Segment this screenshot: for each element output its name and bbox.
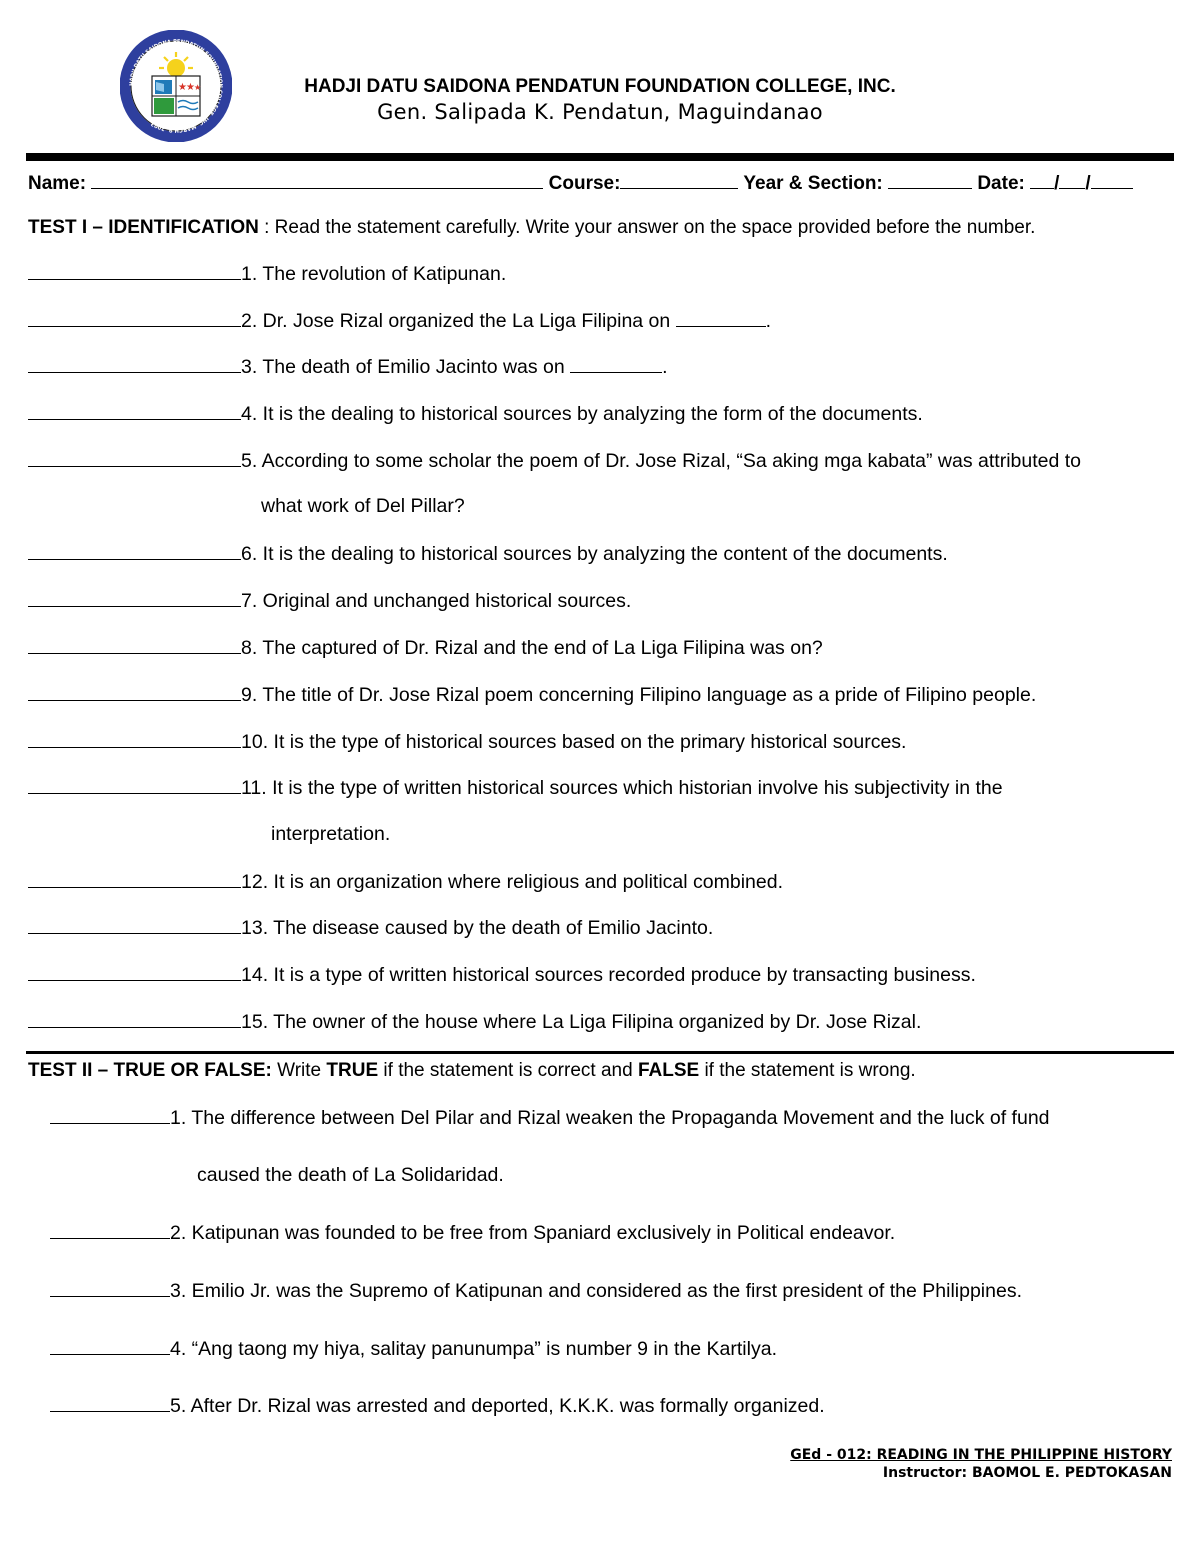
- test2-instruction: if the statement is correct and: [378, 1060, 638, 1081]
- item-number: 13.: [241, 917, 269, 939]
- answer-blank[interactable]: [28, 870, 241, 888]
- item-text: The death of Emilio Jacinto was on: [257, 356, 571, 378]
- year-section-label: Year & Section:: [743, 173, 883, 194]
- test1-header: [28, 217, 1035, 239]
- answer-blank[interactable]: [28, 916, 241, 934]
- test2-item: [50, 1106, 1050, 1130]
- answer-blank[interactable]: [50, 1106, 170, 1124]
- test1-item: [28, 870, 783, 894]
- item-text: “Ang taong my hiya, salitay panunumpa” is number 9 in the Kartilya.: [186, 1338, 777, 1360]
- answer-blank[interactable]: [28, 1010, 241, 1028]
- item-text: It is the dealing to historical sources by analyzing the form of the documents.: [257, 403, 923, 425]
- answer-blank[interactable]: [28, 449, 241, 467]
- test2-item: [50, 1221, 895, 1245]
- item-text: Katipunan was founded to be free from Spaniard exclusively in Political endeavor.: [186, 1222, 896, 1244]
- date-month-field[interactable]: [1030, 170, 1054, 189]
- year-section-field[interactable]: [888, 170, 972, 189]
- test2-title: TEST II – TRUE OR FALSE:: [28, 1060, 272, 1081]
- item-number: 1.: [170, 1107, 187, 1129]
- date-day-field[interactable]: [1059, 170, 1085, 189]
- answer-blank[interactable]: [28, 589, 241, 607]
- footer-course: [790, 1447, 1172, 1463]
- section-divider: [26, 1051, 1174, 1054]
- svg-text:★: ★: [178, 82, 187, 93]
- header-divider: [26, 153, 1174, 161]
- answer-blank[interactable]: [50, 1221, 170, 1239]
- test1-item: [28, 636, 823, 660]
- item-continuation: caused the death of La Solidaridad.: [197, 1164, 504, 1186]
- item-number: 11.: [241, 777, 267, 799]
- course-label: Course:: [548, 173, 621, 194]
- test1-item: [28, 402, 923, 426]
- test1-item: [28, 776, 1003, 800]
- answer-blank[interactable]: [28, 542, 241, 560]
- test1-item: [28, 542, 948, 566]
- item-text: According to some scholar the poem of Dr. Jose Rizal, “Sa aking mga kabata” was attributed to: [257, 450, 1082, 472]
- seal-ring-text: HADJI DATU SAIDONA PENDATUN FOUNDATION COLLEGE, INC. MARCH 9, 2003: [128, 38, 224, 134]
- test1-item: [28, 683, 1036, 707]
- answer-blank[interactable]: [28, 309, 241, 327]
- test1-item: [28, 355, 668, 379]
- item-text: It is the type of written historical sources which historian involve his subjectivity in the: [266, 777, 1003, 799]
- item-number: 6.: [241, 543, 258, 565]
- inline-blank[interactable]: [570, 355, 662, 373]
- item-number: 12.: [241, 871, 269, 893]
- item-number: 15.: [241, 1011, 269, 1033]
- item-text: The title of Dr. Jose Rizal poem concerning Filipino language as a pride of Filipino people.: [257, 684, 1037, 706]
- course-field[interactable]: [620, 170, 738, 189]
- answer-blank[interactable]: [50, 1394, 170, 1412]
- answer-blank[interactable]: [50, 1337, 170, 1355]
- item-continuation: interpretation.: [271, 823, 391, 845]
- item-text: Emilio Jr. was the Supremo of Katipunan and considered as the first president of the Philippines.: [186, 1280, 1022, 1302]
- date-separator: /: [1085, 173, 1091, 194]
- item-number: 2.: [241, 310, 258, 332]
- item-number: 1.: [241, 263, 258, 285]
- test1-item: [28, 449, 1081, 473]
- course-title: GEd - 012: READING IN THE PHILIPPINE HISTORY: [790, 1447, 1172, 1463]
- item-text: Original and unchanged historical sources.: [257, 590, 632, 612]
- test1-item: [28, 1010, 921, 1034]
- item-number: 9.: [241, 684, 258, 706]
- item-text: The disease caused by the death of Emilio Jacinto.: [268, 917, 714, 939]
- student-info-row: [28, 170, 1178, 195]
- answer-blank[interactable]: [28, 963, 241, 981]
- item-number: 3.: [241, 356, 258, 378]
- item-number: 3.: [170, 1280, 187, 1302]
- school-address: Gen. Salipada K. Pendatun, Maguindanao: [377, 100, 823, 124]
- item-text: It is the type of historical sources based on the primary historical sources.: [268, 731, 907, 753]
- date-year-field[interactable]: [1091, 170, 1133, 189]
- item-text: After Dr. Rizal was arrested and deported, K.K.K. was formally organized.: [186, 1395, 825, 1417]
- item-text: The captured of Dr. Rizal and the end of La Liga Filipina was on?: [257, 637, 823, 659]
- item-text: Dr. Jose Rizal organized the La Liga Filipina on: [257, 310, 676, 332]
- answer-blank[interactable]: [28, 683, 241, 701]
- item-tail: .: [662, 356, 668, 378]
- item-number: 5.: [241, 450, 258, 472]
- item-number: 4.: [170, 1338, 187, 1360]
- item-text: The revolution of Katipunan.: [257, 263, 507, 285]
- true-keyword: TRUE: [326, 1060, 379, 1081]
- name-field[interactable]: [91, 170, 543, 189]
- item-number: 2.: [170, 1222, 187, 1244]
- inline-blank[interactable]: [676, 309, 766, 327]
- date-label: Date:: [977, 173, 1025, 194]
- item-number: 14.: [241, 964, 269, 986]
- item-number: 7.: [241, 590, 258, 612]
- item-text: It is the dealing to historical sources by analyzing the content of the documents.: [257, 543, 948, 565]
- false-keyword: FALSE: [637, 1060, 700, 1081]
- item-text: The owner of the house where La Liga Filipina organized by Dr. Jose Rizal.: [268, 1011, 922, 1033]
- test2-item: [50, 1279, 1022, 1303]
- answer-blank[interactable]: [28, 355, 241, 373]
- test1-title: TEST I – IDENTIFICATION: [28, 217, 259, 238]
- item-tail: .: [765, 310, 772, 332]
- item-number: 8.: [241, 637, 258, 659]
- test2-instruction: if the statement is wrong.: [699, 1060, 916, 1081]
- footer-instructor: Instructor: BAOMOL E. PEDTOKASAN: [882, 1465, 1172, 1481]
- test1-item: [28, 262, 506, 286]
- test1-item: [28, 589, 631, 613]
- test1-item: [28, 916, 713, 940]
- item-continuation: what work of Del Pillar?: [261, 495, 465, 517]
- answer-blank[interactable]: [28, 402, 241, 420]
- test2-item: [50, 1394, 825, 1418]
- school-name: HADJI DATU SAIDONA PENDATUN FOUNDATION COLLEGE, INC.: [304, 76, 896, 97]
- test1-item: [28, 963, 976, 987]
- test1-item: [28, 730, 906, 754]
- answer-blank[interactable]: [28, 730, 241, 748]
- svg-text:★: ★: [194, 83, 202, 92]
- item-text: The difference between Del Pilar and Rizal weaken the Propaganda Movement and the luck of fund: [186, 1107, 1050, 1129]
- item-number: 5.: [170, 1395, 187, 1417]
- test2-item: [50, 1337, 777, 1361]
- answer-blank[interactable]: [28, 636, 241, 654]
- name-label: Name:: [28, 173, 87, 194]
- svg-text:★: ★: [186, 82, 195, 93]
- item-text: It is an organization where religious and political combined.: [268, 871, 783, 893]
- test1-instruction: : Read the statement carefully. Write your answer on the space provided before the number.: [258, 217, 1036, 238]
- test2-instruction: Write: [271, 1060, 327, 1081]
- date-separator: /: [1054, 173, 1060, 194]
- item-text: It is a type of written historical sources recorded produce by transacting business.: [268, 964, 976, 986]
- item-number: 4.: [241, 403, 258, 425]
- test1-item: [28, 309, 771, 333]
- item-number: 10.: [241, 731, 269, 753]
- answer-blank[interactable]: [50, 1279, 170, 1297]
- answer-blank[interactable]: [28, 262, 241, 280]
- answer-blank[interactable]: [28, 776, 241, 794]
- test2-header: [28, 1060, 916, 1082]
